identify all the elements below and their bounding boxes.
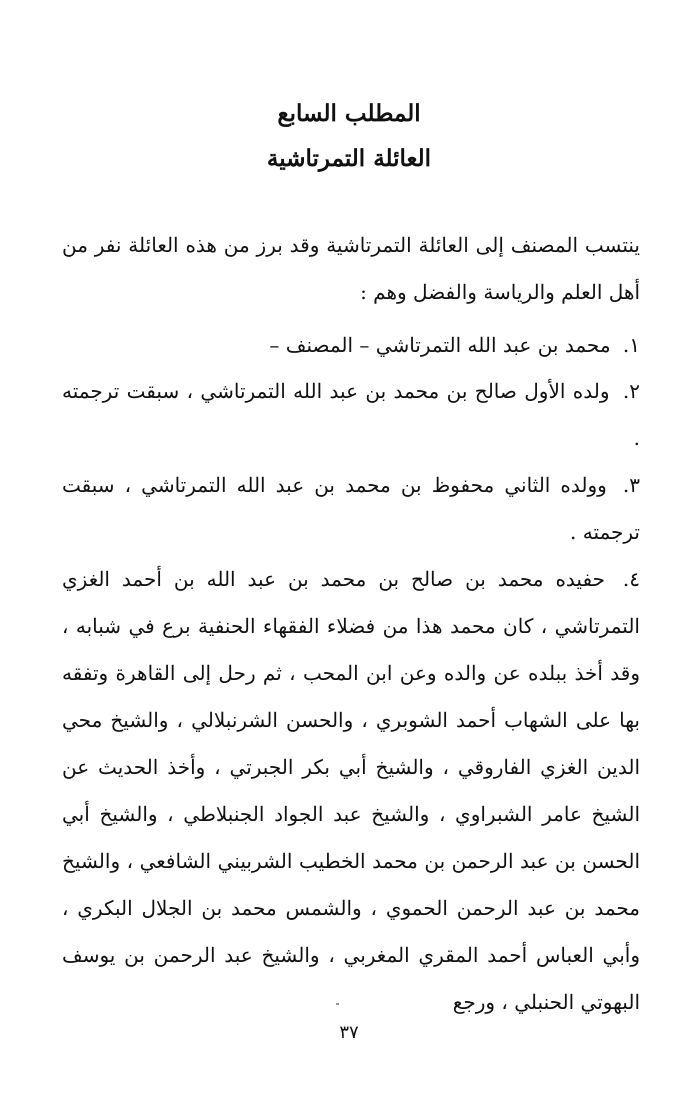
list-item-1 bbox=[62, 322, 640, 369]
page-number: ٣٧ bbox=[339, 1022, 359, 1043]
list-item-text: محمد بن عبد الله التمرتاشي – المصنف – bbox=[269, 333, 611, 357]
list-item-text: ولده الأول صالح بن محمد بن عبد الله التمرتاشي ، سبقت ترجمته . bbox=[62, 379, 640, 450]
section-title: المطلب السابع bbox=[277, 100, 421, 127]
list-item-number: ٢. bbox=[622, 379, 641, 403]
footer-mark bbox=[336, 1003, 339, 1005]
list-item-number: ١. bbox=[622, 333, 640, 357]
list-item-3 bbox=[62, 462, 640, 556]
intro-text: ينتسب المصنف إلى العائلة التمرتاشية وقد برز من هذه العائلة نفر من أهل العلم والرياسة والفضل وهم : bbox=[62, 233, 640, 304]
section-subtitle: العائلة التمرتاشية bbox=[266, 145, 432, 172]
list-item-2 bbox=[62, 368, 640, 462]
list-item-text: حفيده محمد بن صالح بن محمد بن عبد الله بن أحمد الغزي التمرتاشي ، كان محمد هذا من فضلاء الفقهاء الحنفية برع في شبابه ، وقد أخذ ببلده عن والده وعن ابن المحب ، ثم رحل إلى القاهرة وتفقه بها على الشهاب أحمد الشوبري ، والحسن الشرنبلالي ، والشيخ محي الدين الغزي الفاروقي ، والشيخ أبي بكر الجبرتي ، وأخذ الحديث عن الشيخ عامر الشبراوي ، والشيخ عبد الجواد الجنبلاطي ، والشيخ أبي الحسن بن عبد الرحمن بن محمد الخطيب الشربيني الشافعي ، والشيخ محمد بن عبد الرحمن الحموي ، والشمس محمد بن الجلال البكري ، وأبي العباس أحمد المقري المغربي ، والشيخ عبد الرحمن بن يوسف البهوتي الحنبلي ، ورجع bbox=[62, 567, 640, 1014]
list-item-number: ٣. bbox=[622, 473, 640, 497]
list-item-text: وولده الثاني محفوظ بن محمد بن عبد الله التمرتاشي ، سبقت ترجمته . bbox=[62, 473, 640, 544]
list-item-number: ٤. bbox=[622, 567, 641, 591]
list-item-4 bbox=[62, 556, 640, 1026]
intro-paragraph bbox=[62, 222, 640, 316]
